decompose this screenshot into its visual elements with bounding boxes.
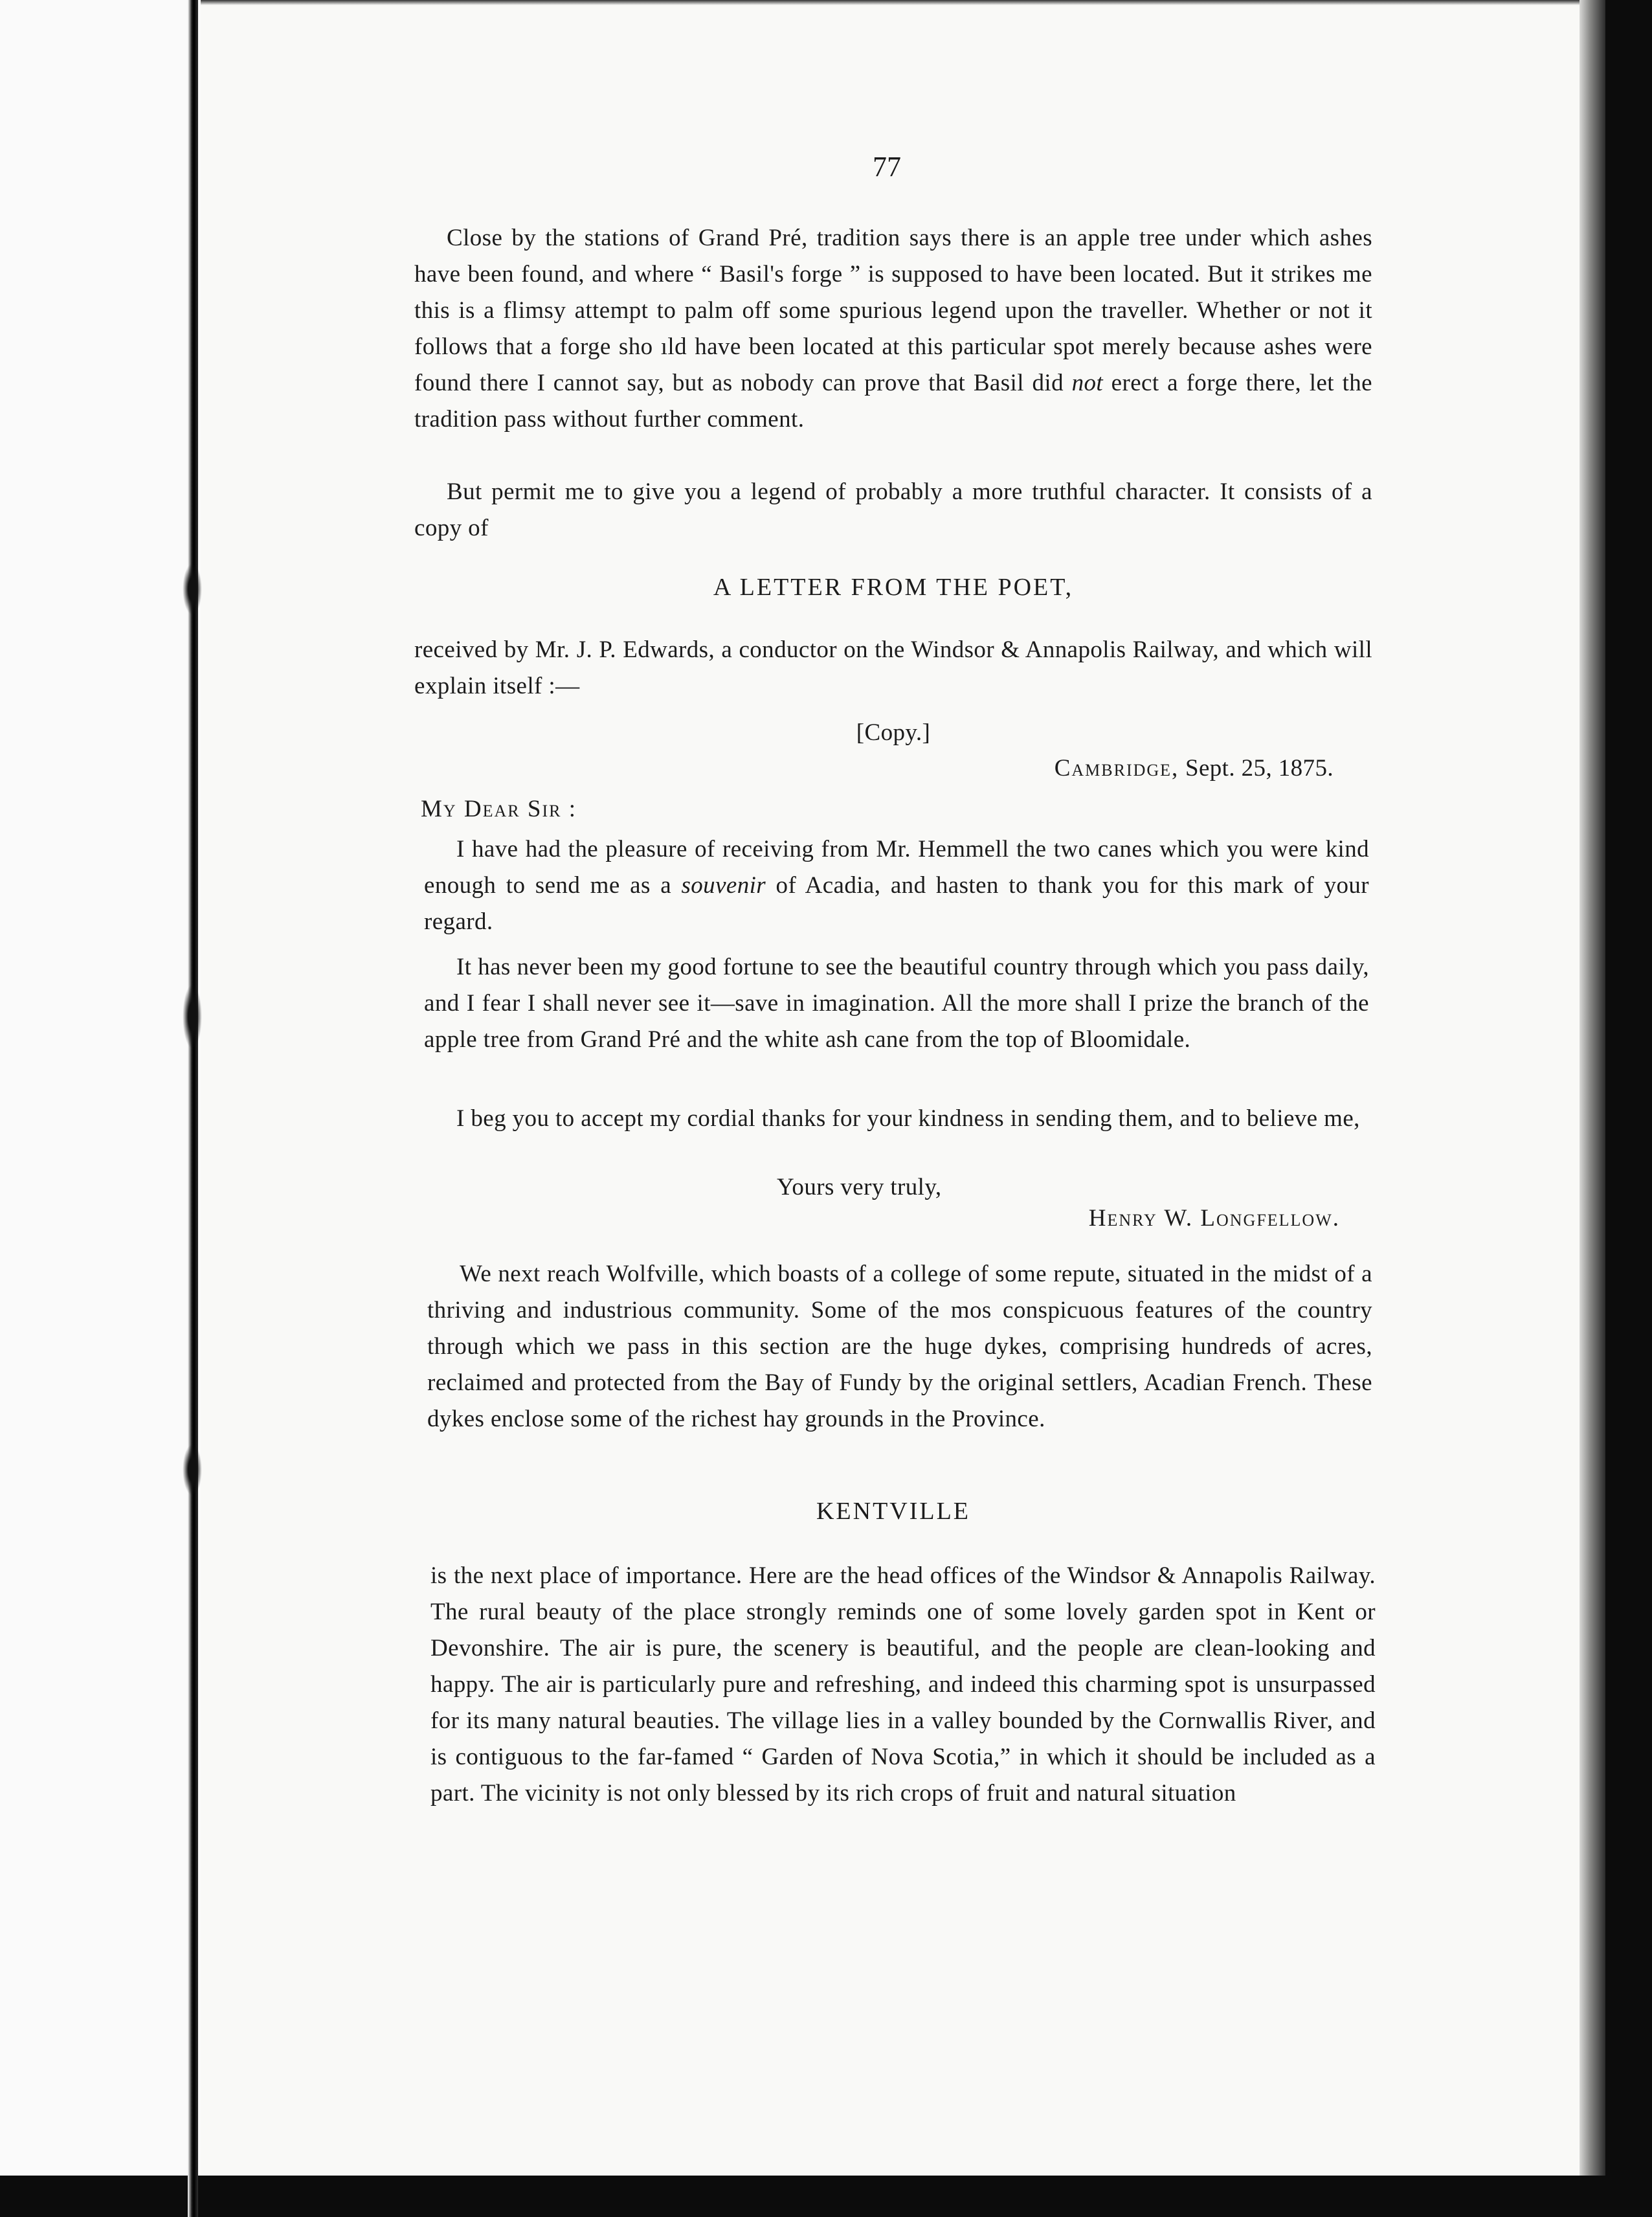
paragraph-text: I beg you to accept my cordial thanks for your kindness in sending them, and to believe me, <box>456 1105 1360 1132</box>
paragraph-text: is the next place of importance. Here are the head offices of the Windsor & Annapolis Railway. The rural beauty of the place strongly reminds one of some lovely garden spot in Kent or Devonshire. The air is pure, the scenery is beautiful, and the people are clean-looking and happy. The air is particularly pure and refreshing, and indeed this charming spot is unsurpassed for its many natural beauties. The village lies in a valley bounded by the Cornwallis River, and is contiguous to the far-famed “ Garden of Nova Scotia,” in which it should be included as a part. The vicinity is not only blessed by its rich crops of fruit and natural situation <box>430 1562 1376 1806</box>
paragraph-received <box>414 632 1372 704</box>
paragraph-grand-pre <box>414 220 1372 438</box>
letter-signature: Henry W. Longfellow. <box>1088 1205 1340 1232</box>
page-number: 77 <box>873 151 901 183</box>
paragraph-kentville <box>430 1558 1376 1812</box>
scan-right-background <box>1605 0 1652 2217</box>
binding-thread-mark <box>183 563 202 615</box>
paragraph-text: Close by the stations of Grand Pré, tradition says there is an apple tree under which ashes have been found, and where “ Basil's forge ” is supposed to have been located. But it strikes me this is a flimsy attempt to palm off some spurious legend upon the traveller. Whether or not it follows that a forge sho ıld have been located at this particular spot merely because ashes were found there I cannot say, but as nobody can prove that Basil did <box>414 225 1372 396</box>
heading-kentville: KENTVILLE <box>816 1498 971 1525</box>
letter-dateline <box>414 754 1334 782</box>
paragraph-text: I have had the pleasure of receiving from Mr. Hemmell the two canes which you were kind enough to send me as a <box>424 836 1369 899</box>
binding-thread-mark <box>183 1444 202 1496</box>
emphasis-text: not <box>1071 370 1104 396</box>
page-right-edge <box>1579 0 1605 2179</box>
emphasis-text: souvenir <box>681 872 766 899</box>
letter-date: Sept. 25, 1875. <box>1185 755 1334 782</box>
paragraph-text: erect a forge there, let the tradition pass without further comment. <box>414 370 1372 433</box>
copy-label: [Copy.] <box>856 719 931 746</box>
binding-thread-mark <box>183 984 202 1049</box>
paragraph-text: received by Mr. J. P. Edwards, a conductor on the Windsor & Annapolis Railway, and which will explain itself :— <box>414 636 1372 699</box>
page-top-edge <box>201 0 1586 5</box>
letter-paragraph-3 <box>424 1101 1369 1137</box>
book-spine-binding <box>188 0 198 2217</box>
heading-letter-from-poet: A LETTER FROM THE POET, <box>713 574 1074 601</box>
letter-salutation: My Dear Sir : <box>421 796 577 822</box>
scan-bottom-background <box>0 2176 1652 2217</box>
paragraph-wolfville <box>427 1256 1372 1437</box>
paragraph-text: It has never been my good fortune to see the beautiful country through which you pass daily, and I fear I shall never see it—save in imagination. All the more shall I prize the branch of the apple tree from Grand Pré and the white ash cane from the top of Bloomidale. <box>424 954 1369 1053</box>
paragraph-permit <box>414 474 1372 546</box>
paragraph-text: We next reach Wolfville, which boasts of a college of some repute, situated in the midst of a thriving and industrious community. Some of the mos conspicuous features of the country through which we pass in this section are the huge dykes, comprising hundreds of acres, reclaimed and protected from the Bay of Fundy by the original settlers, Acadian French. These dykes enclose some of the richest hay grounds in the Province. <box>427 1261 1372 1432</box>
letter-paragraph-2 <box>424 949 1369 1058</box>
paragraph-text: But permit me to give you a legend of probably a more truthful character. It consists of a copy of <box>414 478 1372 541</box>
letter-paragraph-1 <box>424 831 1369 940</box>
letter-place: Cambridge, <box>1054 755 1179 782</box>
paragraph-text: of Acadia, and hasten to thank you for this mark of your regard. <box>424 872 1369 935</box>
letter-closing: Yours very truly, <box>777 1174 942 1200</box>
scan-left-margin <box>0 0 201 2217</box>
